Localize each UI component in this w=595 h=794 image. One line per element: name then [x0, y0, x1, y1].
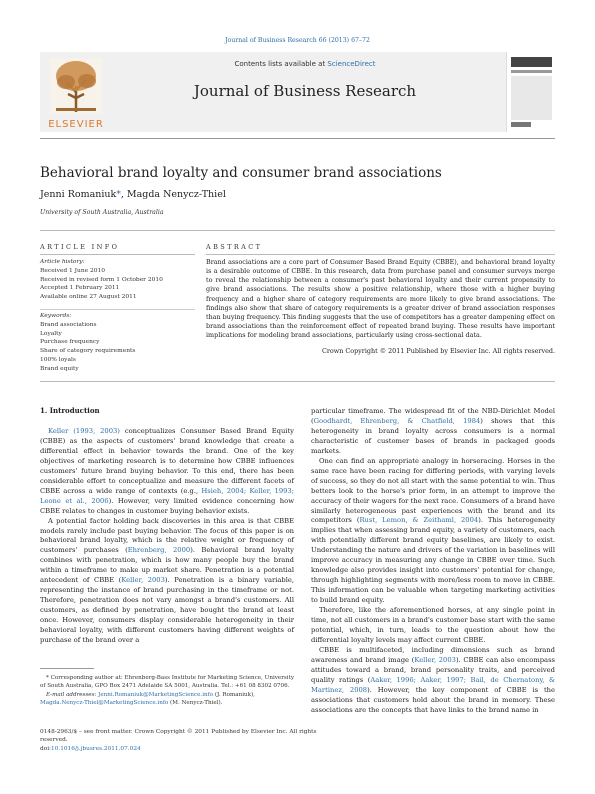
title-divider [40, 230, 555, 231]
journal-title: Journal of Business Research [193, 82, 417, 100]
paragraph: CBBE is multifaceted, including dimensions such as brand awareness and brand image (Keller, 2003). CBBE can also encompass attitudes toward a brand, brand personality traits, and perceived quality ratings (Aaker, 1996; Aaker, 1997; Bail, de Chernatony, & Martinez, 2008). However, the key component of CBBE is the associations that customers hold about the brand in memory. These associations are the concepts that have links to the brand name in [311, 645, 556, 714]
body-column-right [311, 407, 555, 716]
author-2: , Magda Nenycz-Thiel [120, 189, 226, 200]
abstract-heading: ABSTRACT [206, 243, 263, 251]
citation-link[interactable]: Hsieh, 2004; Keller, 1993; Leone et al., 2006 [40, 486, 294, 505]
citation-link[interactable]: Goodhardt, Ehrenberg, & Chatfield, 1984 [313, 416, 481, 425]
email-link[interactable]: Magda.Nenycz-Thiel@MarketingScience.info [40, 700, 169, 707]
header-divider [40, 138, 555, 139]
keyword: 100% loyals [40, 356, 76, 363]
issn-line [40, 728, 340, 753]
doi-link[interactable]: 10.1016/j.jbusres.2011.07.024 [51, 745, 141, 752]
abstract-copyright: Crown Copyright © 2011 Published by Elsevier Inc. All rights reserved. [321, 347, 555, 355]
author-1: Jenni Romaniuk [40, 189, 117, 200]
citation-link[interactable]: Keller, 2003 [121, 576, 165, 585]
keyword: Purchase frequency [40, 339, 100, 346]
footnotes [40, 674, 300, 708]
abstract-rule [206, 254, 555, 255]
email-footnote: E-mail addresses: Jenni.Romaniuk@MarketingScience.info (J. Romaniuk), Magda.Nenycz-Thiel@MarketingScience.info (M. Nenycz-Thiel). [40, 691, 255, 707]
authors [40, 189, 226, 200]
abstract-text: Brand associations are a core part of Consumer Based Brand Equity (CBBE), and behavioral brand loyalty is a desirable outcome of CBBE. In this research, data from purchase panel and consumer surveys merge to reveal the relationship between a consumer's past behavioral loyalty and their current propensity to give brand associations. The results show a positive relationship, where those with a higher buying frequency and a higher share of category requirements are more likely to give brand associations. The findings also show that share of category requirements is a greater driver of brand association responses than buying frequency. This finding suggests that the use of competitors has a greater dampening effect on brand associations than the reinforcement effect of repeated brand buying. These results have important implications for modeling brand associations, particularly using cross-sectional data. [206, 258, 555, 340]
contents-line [120, 60, 490, 68]
publisher-wordmark: ELSEVIER [48, 119, 104, 130]
history-item: Received in revised form 1 October 2010 [40, 276, 163, 283]
corresponding-author-footnote: * Corresponding author at: Ehrenberg-Bass Institute for Marketing Science, University of South Australia, GPO Box 2471 Adelaide SA 5001, Australia. Tel.: +61 08 8302 0706. [40, 675, 294, 690]
keyword: Share of category requirements [40, 348, 136, 355]
history-label: Article history: [40, 259, 85, 265]
affiliation: University of South Australia, Australia [40, 209, 164, 216]
abstract-divider [40, 381, 555, 382]
front-matter-line: 0148-2963/$ – see front matter. Crown Copyright © 2011 Published by Elsevier Inc. All rights reserved. [40, 729, 317, 744]
article-title: Behavioral brand loyalty and consumer brand associations [40, 165, 442, 181]
paragraph: particular timeframe. The widespread fit of the NBD-Dirichlet Model (Goodhardt, Ehrenberg, & Chatfield, 1984) shows that this heterogeneity in brand loyalty across consumers is a normal characteristic of customer bases of brands in packaged goods markets. [311, 407, 555, 455]
history-item: Received 1 June 2010 [40, 267, 105, 274]
keyword: Loyalty [40, 330, 62, 337]
keywords-label: Keywords: [40, 313, 72, 319]
sciencedirect-link[interactable]: ScienceDirect [327, 60, 376, 68]
footnote-rule [40, 668, 94, 669]
journal-cover-thumbnail [506, 52, 556, 132]
keyword: Brand equity [40, 365, 79, 372]
citation-link[interactable]: Keller, 2003 [414, 655, 456, 664]
email-link[interactable]: Jenni.Romaniuk@MarketingScience.info [98, 691, 214, 698]
keyword: Brand associations [40, 321, 97, 328]
citation-link[interactable]: Rust, Lemon, & Zeithaml, 2004 [359, 516, 479, 525]
keywords [40, 312, 195, 374]
paragraph: One can find an appropriate analogy in horseracing. Horses in the same race have been racing for differing periods, with varying levels of success, so they do not all start with the same potential to win. Thus betters look to the horse's prior form, in an attempt to improve the accuracy of their wagers for the next race. Consumers of a brand have similarly heterogeneous past experiences with the brand and its competitors (Rust, Lemon, & Zeithaml, 2004). This heterogeneity implies that when assessing brand equity, a variety of customers, each with potentially different brand equity baselines, are likely to exist. Understanding the nature and drivers of the variation in baselines will improve accuracy in measuring any change in CBBE over time. Such knowledge also provides insight into customers' potential for change, through highlighting segments with more/less room to move in CBBE. This information can be valuable when targeting marketing activities to build brand equity. [311, 456, 555, 605]
corresponding-author-star[interactable]: * [116, 190, 121, 200]
body-column-left [40, 427, 294, 646]
article-history [40, 258, 195, 302]
article-info-rule [40, 254, 195, 255]
history-item: Accepted 1 February 2011 [40, 285, 120, 292]
paragraph: A potential factor holding back discoveries in this area is that CBBE models rarely include past buying behavior. The focus of this paper is on behavioral brand loyalty, which is the relative weight or frequency of customers' purchases (Ehrenberg, 2000). Behavioral brand loyalty combines with penetration, which is how many people buy the brand within a timeframe to make up market share. Penetration is a potential antecedent of CBBE (Keller, 2003). Penetration is a binary variable, representing the instance of brand purchasing in the timeframe or not. Therefore, penetration does not vary amongst a brand's customers. All customers, as defined by penetration, have bought the brand at least once. However, consumers display considerable heterogeneity in their behavioral loyalty, with different customers having different weights of purchase of the brand over a [40, 516, 295, 645]
doi-line: doi:10.1016/j.jbusres.2011.07.024 [40, 745, 141, 752]
article-info-heading: ARTICLE INFO [40, 243, 120, 251]
keywords-rule [40, 309, 195, 310]
journal-reference[interactable]: Journal of Business Research 66 (2013) 67–72 [225, 37, 370, 44]
contents-prefix: Contents lists available at [234, 60, 328, 68]
section-heading-introduction: 1. Introduction [40, 406, 100, 415]
citation-link[interactable]: Keller (1993, 2003) [48, 427, 120, 435]
history-item: Available online 27 August 2011 [40, 294, 137, 301]
paragraph: Therefore, like the aforementioned horses, at any single point in time, not all customers in a brand's customer base start with the same potential, which, in turn, leads to the question about how the differential loyalty levels may affect current CBBE. [311, 606, 555, 644]
paragraph: Keller (1993, 2003) conceptualizes Consumer Based Brand Equity (CBBE) as the aspects of customers' brand knowledge that create a differential effect in behavior towards the brand. One of the key objectives of marketing research is to determine how CBBE influences customers' future brand buying behavior. To this end, there has been considerable effort to conceptualize and measure the different facets of CBBE across a wide range of contexts (e.g., Hsieh, 2004; Keller, 1993; Leone et al., 2006). However, very limited evidence concerning how CBBE relates to changes in customer buying behavior exists. [40, 427, 294, 515]
citation-link[interactable]: Aaker, 1996; Aaker, 1997; Bail, de Chernatony, & Martinez, 2008 [311, 675, 556, 694]
citation-link[interactable]: Ehrenberg, 2000 [127, 546, 191, 555]
